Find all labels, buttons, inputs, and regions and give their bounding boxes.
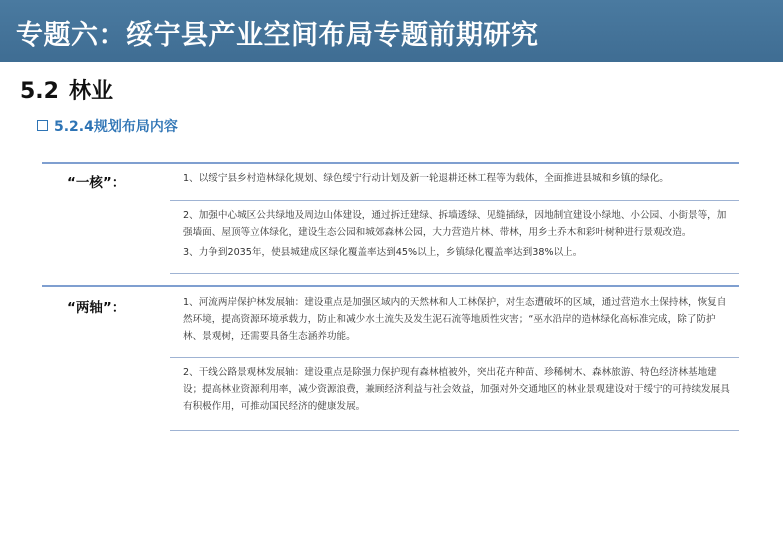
subsection-title: 5.2.4规划布局内容 — [54, 119, 178, 135]
axis-item-2: 2、干线公路景观林发展轴：建设重点是除强力保护现有森林植被外，突出花卉种苗、珍稀树木、森林旅游、特色经济林基地建设；提高林业资源利用率，减少资源浪费，兼顾经济利益与社会效益，加强对外交通地区的林业景观建设对于绥宁的可持续发展具有积极作用，可推动国民经济的健康发展。 — [183, 367, 730, 412]
subsection-heading — [37, 116, 178, 136]
core-item-1: 1、以绥宁县乡村造林绿化规划、绿色绥宁行动计划及新一轮退耕还林工程等为载体，全面推进县城和乡镇的绿化。 — [183, 173, 669, 184]
core-item-3: 3、力争到2035年，使县城建成区绿化覆盖率达到45%以上，乡镇绿化覆盖率达到38%以上。 — [183, 247, 583, 258]
axis-item-1: 1、河流两岸保护林发展轴：建设重点是加强区域内的天然林和人工林保护，对生态遭破坏的区域，通过营造水土保持林，恢复自然环境，提高资源环境承载力，防止和减少水土流失及发生泥石流等地质性灾害；“巫水沿岸的造林绿化高标准完成，除了防护林、景观树，还需要具备生态涵养功能。 — [183, 297, 727, 342]
section-heading — [20, 74, 113, 105]
section-name: 林业 — [68, 79, 113, 104]
item-divider — [170, 273, 739, 274]
item-divider — [170, 200, 739, 201]
title-bar — [0, 0, 783, 62]
group-top-rule — [42, 285, 739, 287]
page-title: 专题六：绥宁县产业空间布局专题前期研究 — [16, 20, 539, 51]
item-divider — [170, 357, 739, 358]
group-top-rule — [42, 162, 739, 164]
item-divider — [170, 430, 739, 431]
square-bullet-icon — [37, 120, 48, 131]
group-label-axes: “两轴”： — [67, 300, 126, 316]
section-number: 5.2 — [20, 79, 59, 104]
group-label-core: “一核”： — [67, 175, 126, 191]
core-item-2: 2、加强中心城区公共绿地及周边山体建设，通过拆迁建绿、拆墙透绿、见缝插绿，因地制宜建设小绿地、小公园、小街景等，加强墙面、屋顶等立体绿化，建设生态公园和城郊森林公园，大力营造片林、带林，用乡土乔木和彩叶树种进行景观改造。 — [183, 210, 727, 238]
